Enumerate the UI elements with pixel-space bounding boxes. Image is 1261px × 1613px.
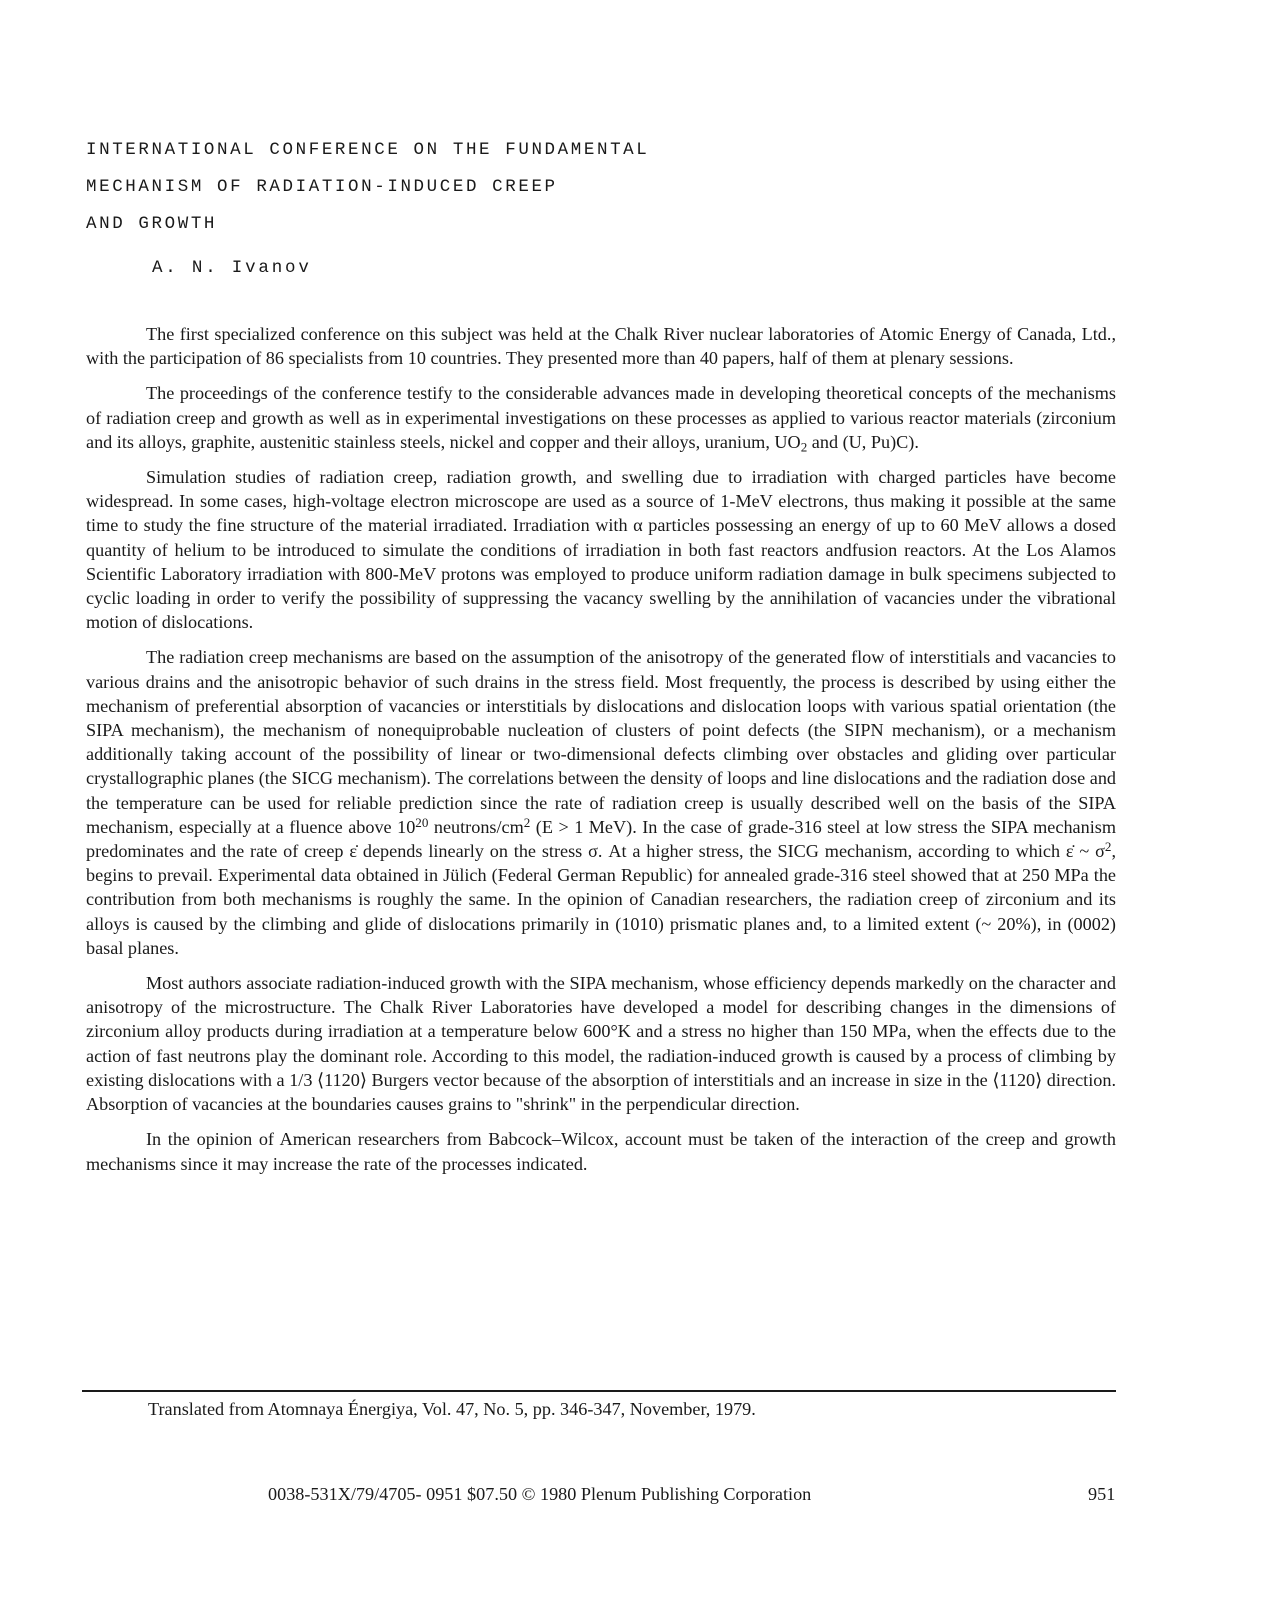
- paragraph-4-part-d: , begins to prevail. Experimental data obtained in Jülich (Federal German Republic) for annealed grade-316 steel showed that at 250 MPa the contribution from both mechanisms is roughly the same. In the opinion of Canadian researchers, the radiation creep of zirconium and its alloys is caused by the climbing and glide of dislocations primarily in (1010) prismatic planes and, to a limited extent (~ 20%), in (0002) basal planes.: [86, 841, 1116, 958]
- fluence-exponent: 20: [415, 814, 429, 830]
- paragraph-4-part-a: The radiation creep mechanisms are based on the assumption of the anisotropy of the generated flow of interstitials and vacancies to various drains and the anisotropic behavior of such drains in the stress field. Most frequently, the process is described by using either the mechanism of preferential absorption of vacancies or interstitials by dislocations and dislocation loops with various spatial orientation (the SIPA mechanism), the mechanism of nonequiprobable nucleation of clusters of point defects (the SIPN mechanism), or a mechanism additionally taking account of the possibility of linear or two-dimensional defects climbing over obstacles and gliding over particular crystallographic planes (the SICG mechanism). The correlations between the density of loops and line dislocations and the radiation dose and the temperature can be used for reliable prediction since the rate of radiation creep is usually described well on the basis of the SIPA mechanism, especially at a fluence above 10: [86, 647, 1117, 837]
- sigma-exponent: 2: [1104, 839, 1112, 855]
- paragraph-1: The first specialized conference on this subject was held at the Chalk River nuclear laboratories of Atomic Energy of Canada, Ltd., with the participation of 86 specialists from 10 countries. They presented more than 40 papers, half of them at plenary sessions.: [86, 324, 1116, 369]
- translation-note: Translated from Atomnaya Énergiya, Vol. 47, No. 5, pp. 346-347, November, 1979.: [148, 1399, 756, 1419]
- footnote-divider: [82, 1390, 1116, 1392]
- paragraph-4: [86, 645, 1116, 960]
- cm-exponent: 2: [523, 814, 531, 830]
- page-number: 951: [1088, 1484, 1116, 1504]
- title-line-3: AND GROWTH: [86, 214, 218, 234]
- paragraph-5: Most authors associate radiation-induced growth with the SIPA mechanism, whose efficiency depends markedly on the character and anisotropy of the microstructure. The Chalk River Laboratories have developed a model for describing changes in the dimensions of zirconium alloy products during irradiation at a temperature below 600°K and a stress no higher than 150 MPa, when the effects due to the action of fast neutrons play the dominant role. According to this model, the radiation-induced growth is caused by a process of climbing by existing dislocations with a 1/3 ⟨1120⟩ Burgers vector because of the absorption of interstitials and an increase in size in the ⟨1120⟩ direction. Absorption of vacancies at the boundaries causes grains to "shrink" in the perpendicular direction.: [86, 973, 1116, 1115]
- title-line-2: MECHANISM OF RADIATION-INDUCED CREEP: [86, 177, 558, 197]
- publication-code: 0038-531X/79/4705- 0951 $07.50 © 1980 Plenum Publishing Corporation: [268, 1484, 812, 1504]
- title-line-1: INTERNATIONAL CONFERENCE ON THE FUNDAMENTAL: [86, 140, 650, 160]
- paragraph-6: In the opinion of American researchers from Babcock–Wilcox, account must be taken of the interaction of the creep and growth mechanisms since it may increase the rate of the processes indicated.: [86, 1129, 1116, 1174]
- article-body: [86, 322, 1116, 1187]
- uo2-subscript: 2: [800, 439, 808, 455]
- article-title: [86, 132, 906, 243]
- author-name: A. N. Ivanov: [152, 258, 312, 278]
- paragraph-2-tail: and (U, Pu)C).: [807, 431, 919, 452]
- paragraph-3: Simulation studies of radiation creep, radiation growth, and swelling due to irradiation with charged particles have become widespread. In some cases, high-voltage electron microscope are used as a source of 1-MeV electrons, thus making it possible at the same time to study the fine structure of the material irradiated. Irradiation with α particles possessing an energy of up to 60 MeV allows a dosed quantity of helium to be introduced to simulate the conditions of irradiation in both fast reactors andfusion reactors. At the Los Alamos Scientific Laboratory irradiation with 800-MeV protons was employed to produce uniform radiation damage in bulk specimens subjected to cyclic loading in order to verify the possibility of suppressing the vacancy swelling by the annihilation of vacancies under the vibrational motion of dislocations.: [86, 467, 1116, 633]
- paragraph-2: [86, 381, 1116, 454]
- paragraph-2-text: The proceedings of the conference testify to the considerable advances made in developing theoretical concepts of the mechanisms of radiation creep and growth as well as in experimental investigations on these processes as applied to various reactor materials (zirconium and its alloys, graphite, austenitic stainless steels, nickel and copper and their alloys, uranium, UO: [86, 383, 1116, 452]
- paragraph-4-part-b: neutrons/cm: [428, 816, 524, 837]
- paragraph-4-part-c: (E > 1 MeV). In the case of grade-316 steel at low stress the SIPA mechanism predominates and the rate of creep ε̇ depends linearly on the stress σ. At a higher stress, the SICG mechanism, according to which ε̇ ~ σ: [86, 816, 1116, 862]
